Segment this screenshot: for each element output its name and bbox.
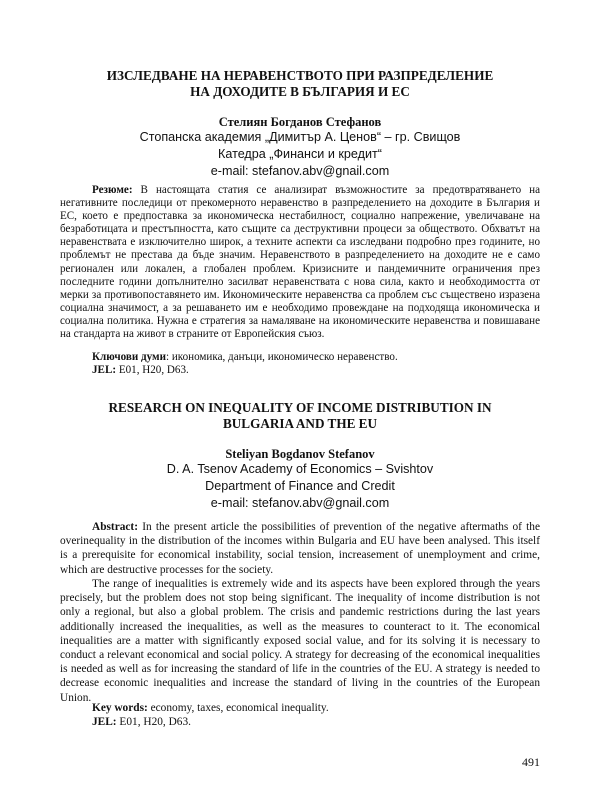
en-abstract-text: In the present article the possibilities of prevention of the negative aftermaths of the overinequality in the distribution of the incomes within Bulgaria and EU have been analysed. This itself is a prerequisite for economical instability, social tension, increasement of unemployment and crime, which are destructive processes for the society. <box>60 521 540 576</box>
en-jel-label: JEL: <box>92 716 117 728</box>
bg-affiliation-block <box>60 129 540 180</box>
en-keywords <box>60 701 540 715</box>
bg-jel-label: JEL: <box>92 364 117 376</box>
en-jel <box>60 715 540 729</box>
bg-keywords-label: Ключови думи <box>92 351 166 363</box>
en-author: Steliyan Bogdanov Stefanov <box>225 447 375 461</box>
bg-title-line2: НА ДОХОДИТЕ В БЪЛГАРИЯ И ЕС <box>190 84 410 99</box>
en-keywords-text: economy, taxes, economical inequality. <box>147 702 329 714</box>
en-jel-text: E01, H20, D63. <box>116 716 191 728</box>
en-abstract-label: Abstract: <box>92 521 138 533</box>
bg-keywords <box>60 351 540 364</box>
bg-department: Катедра „Финанси и кредит“ <box>218 147 382 161</box>
en-keywords-label: Key words: <box>92 702 148 714</box>
bg-jel-text: E01, H20, D63. <box>116 364 189 376</box>
page-number: 491 <box>522 755 540 769</box>
en-abstract <box>60 520 540 577</box>
bg-abstract-label: Резюме: <box>92 184 133 196</box>
en-title-line1: RESEARCH ON INEQUALITY OF INCOME DISTRIBUTION IN <box>108 400 492 415</box>
bg-email: e-mail: stefanov.abv@gnail.com <box>210 164 390 178</box>
en-department: Department of Finance and Credit <box>205 479 395 493</box>
bg-title-line1: ИЗСЛЕДВАНЕ НА НЕРАВЕНСТВОТО ПРИ РАЗПРЕДЕЛЕНИЕ <box>106 68 494 83</box>
en-title <box>60 400 540 432</box>
en-paragraph-2: The range of inequalities is extremely wide and its aspects have been explored through the years precisely, but the problem does not stop being significant. The inequality of income distribution is not only a regional, but also a global problem. The crisis and pandemic restrictions during the last years additionally increased the inequalities, as well as the measures to counteract to it. The economical inequalities are a matter with significantly exposed social value, and for its solving it is necessary to conduct a relevant economical and social policy. A strategy for decreasing of the economical inequalities is needed as well as for increasing the standard of life in the countries of the EU. A strategy is needed to decrease economic inequalities and increase the standard of living in the countries of the European Union. <box>60 578 540 704</box>
en-email: e-mail: stefanov.abv@gnail.com <box>210 496 390 510</box>
bg-jel <box>60 364 540 377</box>
bg-keywords-text: : икономика, данъци, икономическо неравенство. <box>165 351 398 363</box>
bg-abstract-text: В настоящата статия се анализират възможностите за предотвратяването на негативните последици от прекомерното неравенство в разпределението на доходите в България и ЕС, което е предпоставка за икономическа нестабилност, социално напрежение, увеличаване на безработицата и престъпността, като същите са деструктивни процеси за обществото. Обхватът на неравенствата е изключително широк, а техните аспекти са изследвани подробно през годините, но проблемът не престава да бъде значим. Неравенството в разпределението на доходите не е само регионален или локален, а глобален проблем. Кризисните и пандемичните ограничения през последните години допълнително засилват неравенствата с нова сила, както и необходимостта от мерки за противопоставянето им. Икономическите неравенства са проблем със съществено изразена социална значимост, а за решаването им е необходимо провеждане на подходяща икономическа и социална политика. Нужна е стратегия за намаляване на икономическите неравенства и повишаване на стандарта на живот в страните от Европейския съюз. <box>60 184 540 341</box>
en-affiliation-block <box>60 461 540 512</box>
bg-title <box>60 68 540 100</box>
bg-author: Стелиян Богданов Стефанов <box>218 115 382 129</box>
en-affiliation: D. A. Tsenov Academy of Economics – Svishtov <box>166 462 434 476</box>
en-title-line2: BULGARIA AND THE EU <box>222 416 377 431</box>
bg-abstract <box>60 184 540 341</box>
bg-affiliation: Стопанска академия „Димитър А. Ценов“ – гр. Свищов <box>139 130 461 144</box>
